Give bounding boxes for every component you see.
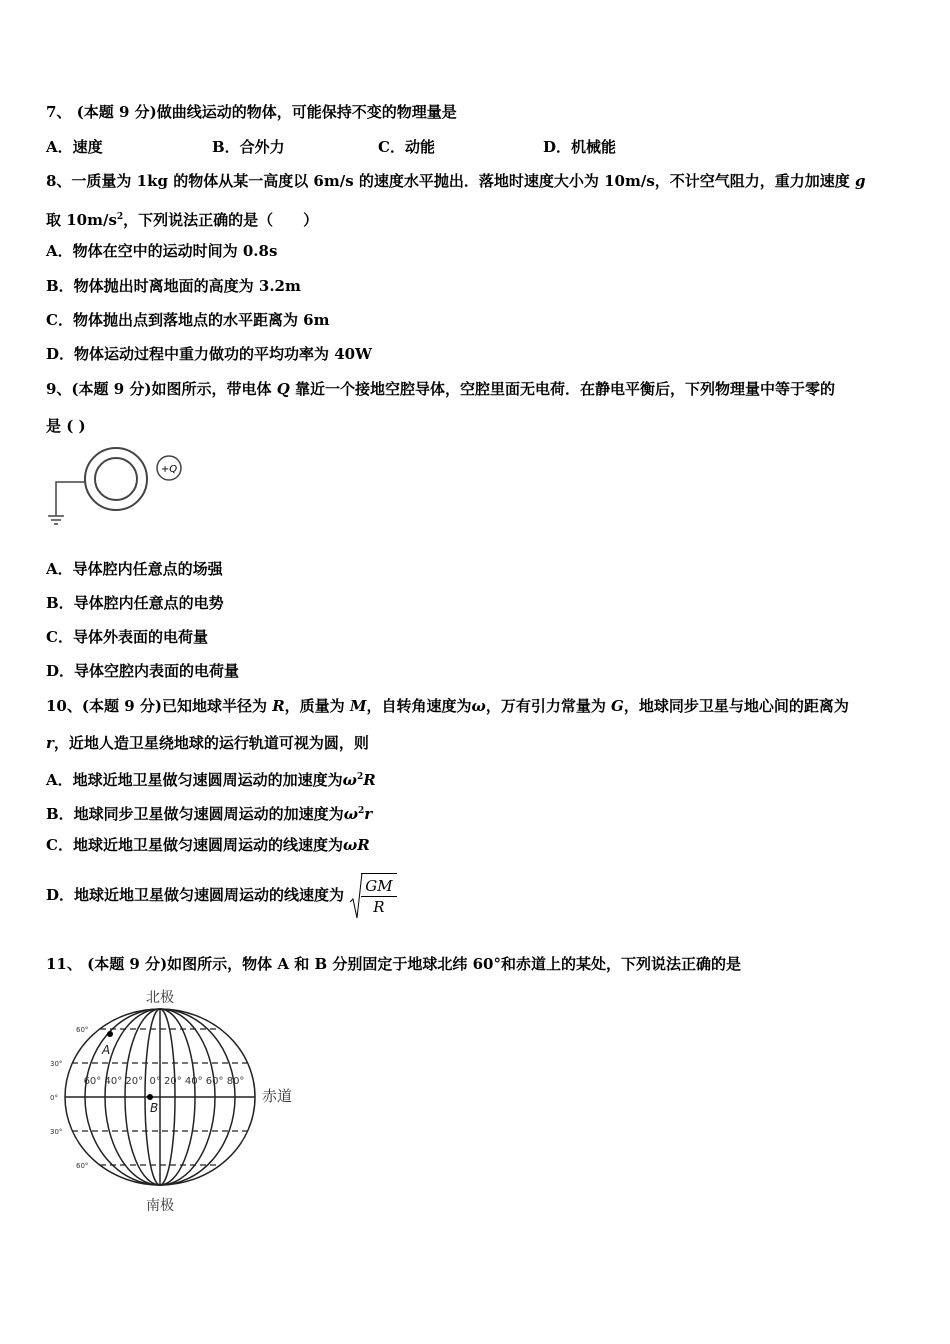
q7-option-d: D．机械能 xyxy=(543,138,617,156)
lat-label: 30° xyxy=(50,1128,63,1136)
q8-stem-line2: 取 $10m/s^2$，下列说法正确的是（ ） xyxy=(46,211,319,229)
lat-label: 30° xyxy=(50,1060,63,1068)
ground-symbol-icon xyxy=(48,516,64,524)
point-a-label: A xyxy=(102,1043,111,1057)
q9-option-a: A．导体腔内任意点的场强 xyxy=(46,560,223,578)
q7-option-a: A．速度 xyxy=(46,138,103,156)
q10-option-b: B．地球同步卫星做匀速圆周运动的加速度为$\omega^2r$ xyxy=(46,805,373,823)
q9-option-c: C．导体外表面的电荷量 xyxy=(46,628,208,646)
q10-stem-line2: r，近地人造卫星绕地球的运行轨道可视为圆，则 xyxy=(46,734,369,752)
globe-latitude-figure xyxy=(44,984,304,1218)
q8-option-b: B．物体抛出时离地面的高度为 3.2m xyxy=(46,277,301,295)
lat-label: 60° xyxy=(76,1026,89,1034)
q8-option-d: D．物体运动过程中重力做功的平均功率为 40W xyxy=(46,345,372,363)
q7-stem: 7、 (本题 9 分)做曲线运动的物体，可能保持不变的物理量是 xyxy=(46,103,457,121)
sqrt-sign-icon xyxy=(349,872,363,920)
q9-option-b: B．导体腔内任意点的电势 xyxy=(46,594,224,612)
q10-stem-line1: 10、(本题 9 分)已知地球半径为 R，质量为 M，自转角速度为ω，万有引力常量为 G，地球同步卫星与地心间的距离为 xyxy=(46,697,849,715)
q9-stem-line1: 9、(本题 9 分)如图所示，带电体 Q 靠近一个接地空腔导体，空腔里面无电荷．在静电平衡后，下列物理量中等于零的 xyxy=(46,380,836,398)
longitude-labels: 60° 40° 20° 0° 20° 40° 60° 80° xyxy=(83,1076,245,1087)
q9-stem-line2: 是 ( ) xyxy=(46,417,86,435)
q8-option-a: A．物体在空中的运动时间为 0.8s xyxy=(46,242,278,260)
q10-option-c: C．地球近地卫星做匀速圆周运动的线速度为ωR xyxy=(46,836,370,854)
q7-option-c: C．动能 xyxy=(378,138,435,156)
equator-label: 赤道 xyxy=(262,1087,293,1105)
q10-option-d: D．地球近地卫星做匀速圆周运动的线速度为 $\frac{GM}{R}$ xyxy=(46,872,397,922)
grounded-cavity-conductor-figure xyxy=(44,446,194,530)
charge-q-label: +Q xyxy=(160,464,178,475)
point-b-marker xyxy=(147,1094,153,1100)
south-pole-label: 南极 xyxy=(146,1198,174,1214)
sqrt-expression xyxy=(349,872,396,917)
q7-option-b: B．合外力 xyxy=(212,138,285,156)
q10-option-a: A．地球近地卫星做匀速圆周运动的加速度为$\omega^2R$ xyxy=(46,771,376,789)
fraction-gm-over-r: $\frac{GM}{R}$ xyxy=(361,873,396,917)
ground-wire xyxy=(56,482,85,516)
point-a-marker xyxy=(107,1031,113,1037)
q9-option-d: D．导体空腔内表面的电荷量 xyxy=(46,662,240,680)
q8-option-c: C．物体抛出点到落地点的水平距离为 6m xyxy=(46,311,330,329)
point-b-label: B xyxy=(150,1101,159,1115)
lat-label: 60° xyxy=(76,1162,89,1170)
q11-stem: 11、 (本题 9 分)如图所示，物体 A 和 B 分别固定于地球北纬 60°和赤道上的某处，下列说法正确的是 xyxy=(46,955,741,973)
conductor-cavity-circle xyxy=(95,458,137,500)
lat-label: 0° xyxy=(50,1094,58,1102)
q8-stem-line1: 8、一质量为 1kg 的物体从某一高度以 6m/s 的速度水平抛出．落地时速度大小为 10m/s，不计空气阻力，重力加速度 g xyxy=(46,172,866,190)
north-pole-label: 北极 xyxy=(146,990,174,1006)
